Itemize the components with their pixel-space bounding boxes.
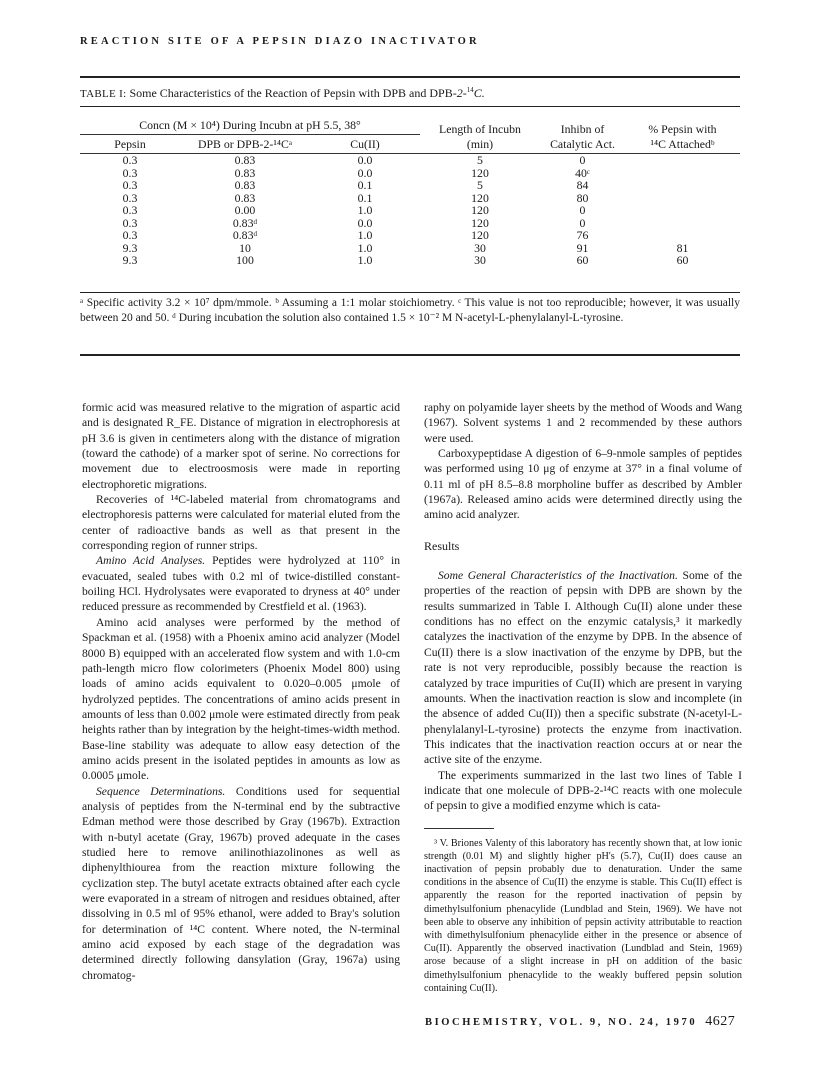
- table-cell: 80: [576, 190, 589, 205]
- table-cell: 5: [477, 178, 483, 193]
- table-cell: 0.83: [234, 165, 256, 180]
- paragraph: [424, 568, 742, 767]
- group-header: Concn (M × 10⁴) During Incubn at pH 5.5, 38°: [80, 116, 420, 135]
- table-cell: 0.3: [122, 153, 138, 168]
- table-cell: 1.0: [357, 203, 373, 218]
- table-cell: 0: [579, 203, 586, 218]
- table-cell: 1.0: [357, 253, 373, 268]
- table-row: [80, 242, 740, 255]
- paragraph: Carboxypeptidase A digestion of 6–9-nmole samples of peptides was performed using 10 μg of enzyme at 37° in a final volume of 0.11 ml of pH 8.5–8.8 morpholine buffer as described by Ambler (1967a). Released amino acids were determined directly using the amino acid analyzer.: [424, 447, 742, 522]
- table-cell: 1.0: [357, 240, 373, 255]
- table-bottom-rule: [80, 292, 740, 293]
- table-row: [80, 217, 740, 230]
- table-cell: 60: [676, 253, 689, 268]
- footnote-rule: [424, 828, 494, 829]
- table-cell: 120: [471, 165, 489, 180]
- col-length-1: Length of Incubn: [439, 121, 521, 136]
- table-cell: 100: [236, 253, 254, 268]
- table-row: [80, 254, 740, 267]
- table-cell: 10: [239, 240, 251, 255]
- table-cell: 0.00: [234, 203, 256, 218]
- table-head-rule: [80, 106, 740, 107]
- table-cell: 91: [576, 240, 589, 255]
- table-cell: 1.0: [357, 228, 373, 243]
- paragraph-text: Peptides were hydrolyzed at 110° in evacuated, sealed tubes with 0.2 ml of twice-distilled constant-boiling HCl. Hydrolysates were evaporated to dryness at 40° under reduced pressure as recommended by Crestfield et al. (1963).: [82, 554, 400, 614]
- table-caption: [80, 86, 485, 101]
- table-footnotes: ᵃ Specific activity 3.2 × 10⁷ dpm/mmole. ᵇ Assuming a 1:1 molar stoichiometry. ᶜ This value is not too reproducible; however, it was usually between 20 and 50. ᵈ During incubation the solution also contained 1.5 × 10⁻² M N-acetyl-L-phenylalanyl-L-tyrosine.: [80, 297, 740, 324]
- page-number: 4627: [705, 1014, 736, 1029]
- col-length-2: (min): [466, 136, 494, 151]
- subsection-heading: Some General Characteristics of the Inactivation.: [438, 569, 678, 583]
- table-cell: 0.3: [122, 215, 138, 230]
- table-cell: 5: [477, 153, 483, 168]
- table-cell: 120: [471, 190, 489, 205]
- page-footer: [425, 1014, 735, 1030]
- table-cell: 40ᶜ: [575, 165, 590, 180]
- footnote: ³ V. Briones Valenty of this laboratory has recently shown that, at low ionic strength (0.01 M) and slightly higher pH's (5.7), Cu(II) does cause an inactivation of pepsin probably due to denaturation. Under the same conditions in the absence of Cu(II) the enzyme is stable. This Cu(II) effect is apparently the reason for the reported inactivation of pepsin by dimethylsulfonium phenacylide (Lundblad and Stein, 1969). We have not been able to observe any inhibition of pepsin activity attributable to reaction with dimethylsulfonium phenacylide either in the presence or absence of Cu(II). Apparently the observed inactivation (Lundblad and Stein, 1969) arose because of a slight increase in pH on addition of the basic dimethylsulfonium phenacylide to the weakly buffered pepsin solution containing Cu(II).: [424, 837, 742, 994]
- table-row: [80, 179, 740, 192]
- col-inhib-1: Inhibn of: [560, 121, 605, 136]
- table-row: [80, 154, 740, 167]
- table-cell: 120: [471, 215, 489, 230]
- col-cu: Cu(II): [350, 137, 380, 151]
- table-cell: 0.0: [357, 215, 373, 230]
- journal-citation: BIOCHEMISTRY, VOL. 9, NO. 24, 1970: [425, 1017, 698, 1028]
- table-cell: 0.0: [357, 153, 373, 168]
- paragraph-text: Conditions used for sequential analysis of peptides from the N-terminal end by the subtractive Edman method were those described by Gray (1967b). Extraction with n-butyl acetate (Gray, 1967b) proved adequate in the cases studied here to remove anilinothiazolinones as well as diphenylthiourea from the reaction mixture following the cyclization step. The butyl acetate extracts obtained after each cycle were evaporated in a stream of nitrogen and residues obtained, after dissolving in 0.5 ml of 95% ethanol, were added to Bray's solution for determination of ¹⁴C content. Where noted, the N-terminal amino acid exposed by each stage of the degradation was determined directly following dansylation (Gray, 1967a) using chromatog-: [82, 784, 400, 982]
- table-row: [80, 167, 740, 180]
- table-cell: [625, 167, 740, 180]
- table-row: [80, 229, 740, 242]
- paragraph: [82, 553, 400, 614]
- paragraph: The experiments summarized in the last two lines of Table I indicate that one molecule of DPB-2-¹⁴C reacts with one molecule of pepsin to give a modified enzyme which is cata-: [424, 768, 742, 813]
- subsection-heading: Amino Acid Analyses.: [96, 554, 206, 568]
- table-cell: 0.3: [122, 228, 138, 243]
- subsection-heading: Sequence Determinations.: [96, 784, 226, 798]
- table-caption-label: TABLE I:: [80, 88, 127, 100]
- table-cell: 120: [471, 228, 489, 243]
- table-cell: 0: [579, 215, 586, 230]
- table-cell: 81: [676, 240, 689, 255]
- table-cell: 76: [576, 228, 589, 243]
- table-cell: 0.3: [122, 190, 138, 205]
- col-pct-2: ¹⁴C Attachedᵇ: [650, 136, 715, 151]
- paragraph: Amino acid analyses were performed by the method of Spackman et al. (1958) with a Phoenix amino acid analyzer (Model 8000 B) equipped with an accelerated flow system and with 1.0-cm path-length micro flow colorimeters (Phoenix Model 800) using loads of amino acids equivalent to 0.020–0.005 μmole of hydrolyzed peptides. The concentrations of amino acids present in amounts of less than 0.002 μmole were estimated directly from peak heights rather than by integration by the height-times-width method. Base-line stability was adequate to allow easy detection of the amino acids present in the isolated peptides in amounts as low as 0.0005 μmole.: [82, 615, 400, 783]
- table-cell: 0.83: [234, 190, 256, 205]
- table-caption-tail: C.: [473, 86, 485, 100]
- table-cell: [625, 154, 740, 167]
- table-cell: [625, 204, 740, 217]
- paragraph: raphy on polyamide layer sheets by the method of Woods and Wang (1967). Solvent systems 1 and 2 recommended by these authors were used.: [424, 401, 742, 445]
- col-dpb: DPB or DPB-2-¹⁴Cᵃ: [197, 137, 293, 151]
- table-cell: 30: [474, 253, 486, 268]
- table-cell: 0.0: [357, 165, 373, 180]
- table-cell: 0.1: [357, 190, 373, 205]
- paragraph: Recoveries of ¹⁴C-labeled material from chromatograms and electrophoresis patterns were calculated for material eluted from the center of radioactive bands as well as that present in the corresponding region of runner strips.: [82, 493, 400, 553]
- paragraph: formic acid was measured relative to the migration of aspartic acid and is designated R_FE. Distance of migration in electrophoresis at pH 3.6 is given in centimeters along with the distance of migration (toward the cathode) of a marker spot of serine. No corrections for movement due to electroosmosis were made in reporting electrophoretic migrations.: [82, 401, 400, 491]
- table-cell: 84: [576, 178, 589, 193]
- table-cell: 0.83: [234, 153, 256, 168]
- table-cell: 0.83ᵈ: [232, 215, 258, 230]
- data-table: [80, 116, 740, 267]
- table-row: [80, 192, 740, 205]
- left-column: [82, 400, 400, 983]
- paragraph: [82, 784, 400, 983]
- table-cell: 0.83ᵈ: [232, 228, 258, 243]
- table-cell: 9.3: [122, 240, 138, 255]
- section-heading: Results: [424, 538, 460, 553]
- table-caption-text: Some Characteristics of the Reaction of Pepsin with DPB and DPB-: [129, 86, 457, 100]
- table-cell: [625, 229, 740, 242]
- table-cell: 0.1: [357, 178, 373, 193]
- col-inhib-2: Catalytic Act.: [550, 136, 615, 151]
- table-cell: [625, 217, 740, 230]
- table-end-rule: [80, 354, 740, 356]
- table-cell: 9.3: [122, 253, 138, 268]
- table-top-rule: [80, 76, 740, 78]
- table-cell: 0.83: [234, 178, 256, 193]
- table-cell: 60: [576, 253, 589, 268]
- paragraph-text: Some of the properties of the reaction of pepsin with DPB are shown by the results summarized in Table I. Although Cu(II) alone under these conditions has no effect on the enzymic catalysis,³ it markedly catalyzes the inactivation of the enzyme by DPB. In the absence of Cu(II) there is a slow inactivation of the enzyme by DPB, but the rate is not very reproducible, possibly because the reaction is catalyzed by trace impurities of Cu(II) which are present in varying amounts. When the inactivation reaction is slow and incomplete (in the absence of added Cu(II)) then a specific substrate (N-acetyl-L-phenylalanyl-L-tyrosine) protects the enzyme from inactivation. This indicates that the inactivation reaction occurs at or near the active site of the enzyme.: [424, 569, 742, 767]
- table-cell: 30: [474, 240, 486, 255]
- table-cell: [625, 192, 740, 205]
- table-cell: [625, 179, 740, 192]
- table-caption-sup: 14: [466, 86, 474, 94]
- table-caption-italic: 2-: [456, 86, 467, 100]
- right-column: [424, 400, 742, 995]
- table-cell: 0: [579, 153, 586, 168]
- table-row: [80, 204, 740, 217]
- col-pepsin: Pepsin: [114, 137, 146, 151]
- table-cell: 0.3: [122, 178, 138, 193]
- table-cell: 0.3: [122, 203, 138, 218]
- running-head: REACTION SITE OF A PEPSIN DIAZO INACTIVATOR: [80, 36, 480, 47]
- table-cell: 120: [471, 203, 489, 218]
- col-pct-1: % Pepsin with: [648, 121, 717, 136]
- table-cell: 0.3: [122, 165, 138, 180]
